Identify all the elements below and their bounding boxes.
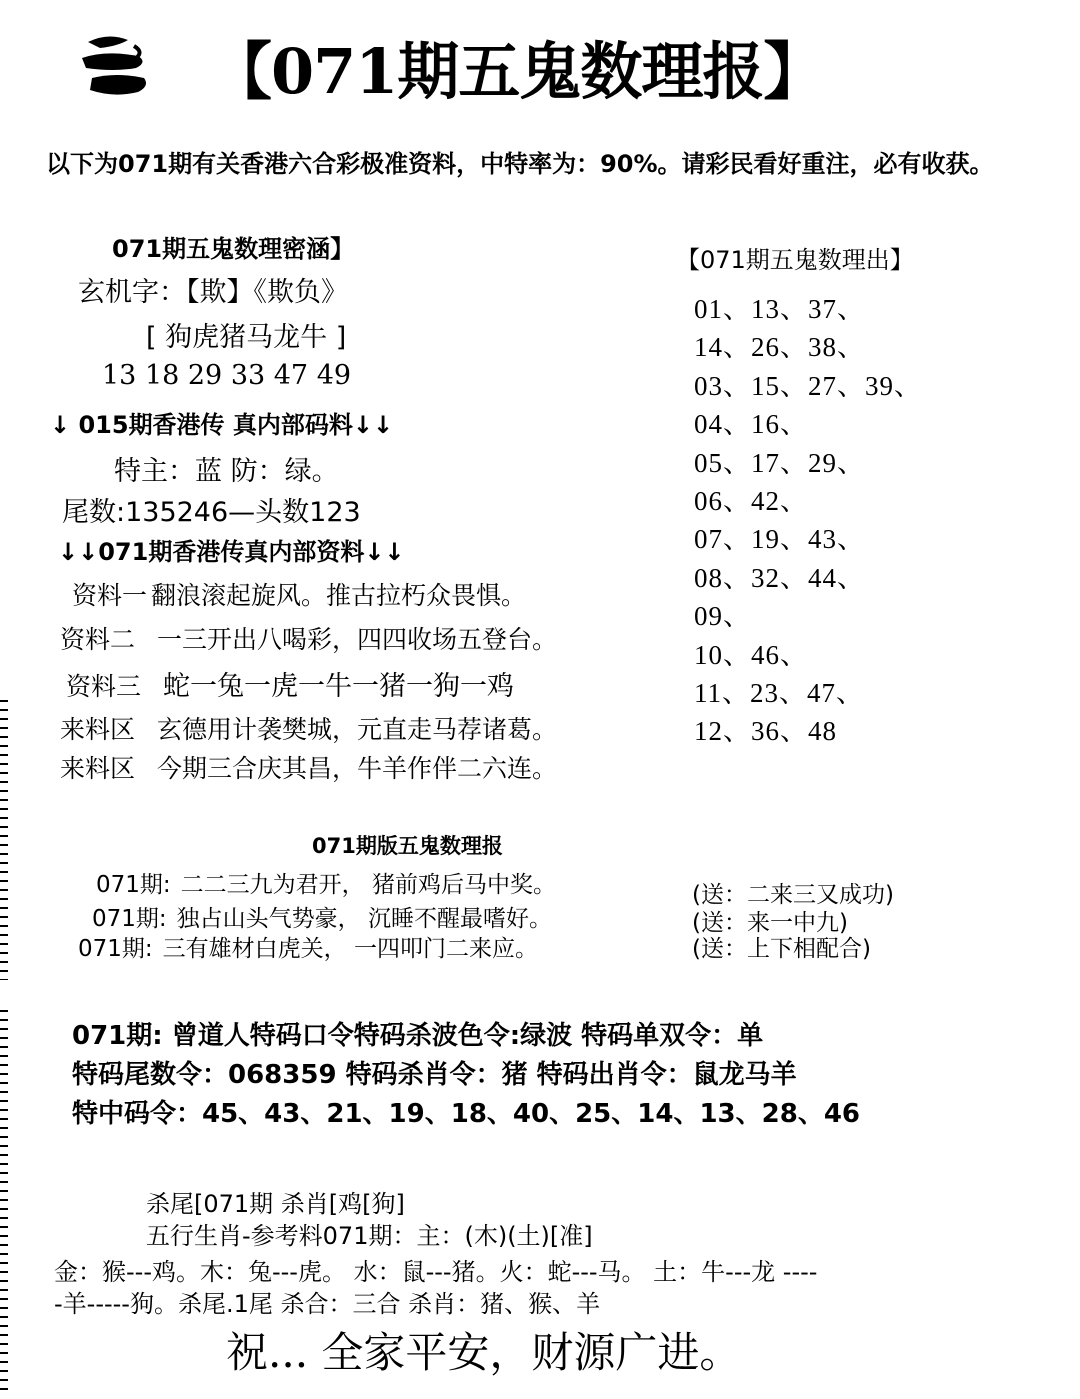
verse-gift: (送：二来三又成功) [692, 882, 894, 908]
middle-heading: 071期版五鬼数理报 [312, 834, 503, 858]
material-label: 资料三 [66, 672, 142, 701]
verse-row [78, 930, 538, 963]
intro-text: 以下为071期有关香港六合彩极准资料，中特率为：90%。请彩民看好重注，必有收获。 [46, 150, 994, 178]
command-line: 特中码令：45、43、21、19、18、40、25、14、13、28、46 [72, 1099, 860, 1129]
ornamental-logo-icon [78, 28, 158, 100]
material-text: 翻浪滚起旋风。推古拉朽众畏惧。 [151, 581, 527, 610]
five-elements-line: 五行生肖-参考料071期：主：(木)(土)[准] [146, 1222, 593, 1250]
material-item [60, 710, 557, 746]
zodiac-list: [ 狗虎猪马龙牛 ] [146, 322, 347, 353]
mystery-word: 玄机字：【欺】《欺负》 [78, 277, 348, 308]
material-text: 今期三合庆其昌，牛羊作伴二六连。 [157, 754, 558, 783]
verse-label: 071期: [92, 906, 167, 932]
material-label: 资料一 [72, 581, 148, 610]
result-row: 14、26、38、 [694, 332, 865, 363]
result-row: 06、42、 [694, 485, 808, 516]
tail-head-numbers: 尾数:135246—头数123 [62, 497, 361, 528]
result-row: 01、13、37、 [694, 294, 865, 324]
kill-line: 杀尾[071期 杀肖[鸡[狗] [146, 1190, 405, 1218]
material-item [60, 749, 557, 785]
secret-heading: 071期五鬼数理密涵】 [112, 235, 355, 263]
result-row: 10、46、 [694, 639, 808, 670]
info-line-015: ↓ 015期香港传 真内部码料↓↓ [50, 411, 394, 439]
result-row: 04、16、 [694, 409, 808, 440]
info-line-071: ↓↓071期香港传真内部资料↓↓ [58, 538, 405, 566]
result-row: 05、17、29、 [694, 447, 865, 478]
verse-row [96, 866, 556, 899]
verse-text: 独占山头气势豪， 沉睡不醒最嗜好。 [176, 906, 552, 932]
verse-text: 二二三九为君开， 猪前鸡后马中奖。 [180, 872, 556, 898]
color-hint: 特主：蓝 防：绿。 [114, 456, 339, 487]
verse-label: 071期: [96, 872, 171, 898]
result-row: 11、23、47、 [694, 677, 864, 708]
command-line: 071期: 曾道人特码口令特码杀波色令:绿波 特码单双令：单 [72, 1021, 764, 1051]
command-line: 特码尾数令：068359 特码杀肖令：猪 特码出肖令：鼠龙马羊 [72, 1060, 797, 1090]
result-row: 03、15、27、39、 [694, 370, 922, 401]
number-list: 13 18 29 33 47 49 [102, 360, 352, 391]
material-item [72, 576, 526, 612]
material-item [60, 620, 557, 656]
elements-detail-line: -羊-----狗。杀尾.1尾 杀合：三合 杀肖：猪、猴、羊 [54, 1290, 601, 1318]
page-title: 【071期五鬼数理报】 [210, 35, 825, 108]
result-row: 12、36、48 [694, 716, 837, 747]
result-row: 09、 [694, 601, 751, 632]
scan-edge-artifact [0, 1010, 8, 1390]
material-label: 来料区 [60, 715, 136, 744]
material-text: 一三开出八喝彩，四四收场五登台。 [157, 625, 558, 654]
material-item [66, 664, 514, 703]
verse-label: 071期: [78, 936, 153, 962]
material-text: 玄德用计袭樊城，元直走马荐诸葛。 [157, 715, 558, 744]
result-heading: 【071期五鬼数理出】 [676, 246, 914, 274]
material-text: 蛇一兔一虎一牛一猪一狗一鸡 [163, 671, 515, 702]
elements-detail-line: 金：猴---鸡。木：兔---虎。 水：鼠---猪。火：蛇---马。 土：牛---龙 ---- [54, 1258, 818, 1286]
verse-row [92, 900, 552, 933]
verse-gift: (送：上下相配合) [692, 936, 871, 962]
result-row: 08、32、44、 [694, 562, 865, 593]
scan-edge-artifact [0, 700, 8, 980]
blessing-text: 祝... 全家平安，财源广进。 [226, 1328, 742, 1377]
verse-text: 三有雄材白虎关， 一四叩门二来应。 [162, 936, 538, 962]
material-label: 资料二 [60, 625, 136, 654]
result-number-list [694, 287, 922, 748]
material-label: 来料区 [60, 754, 136, 783]
result-row: 07、19、43、 [694, 524, 865, 555]
verse-gift: (送：来一中九) [692, 910, 848, 936]
